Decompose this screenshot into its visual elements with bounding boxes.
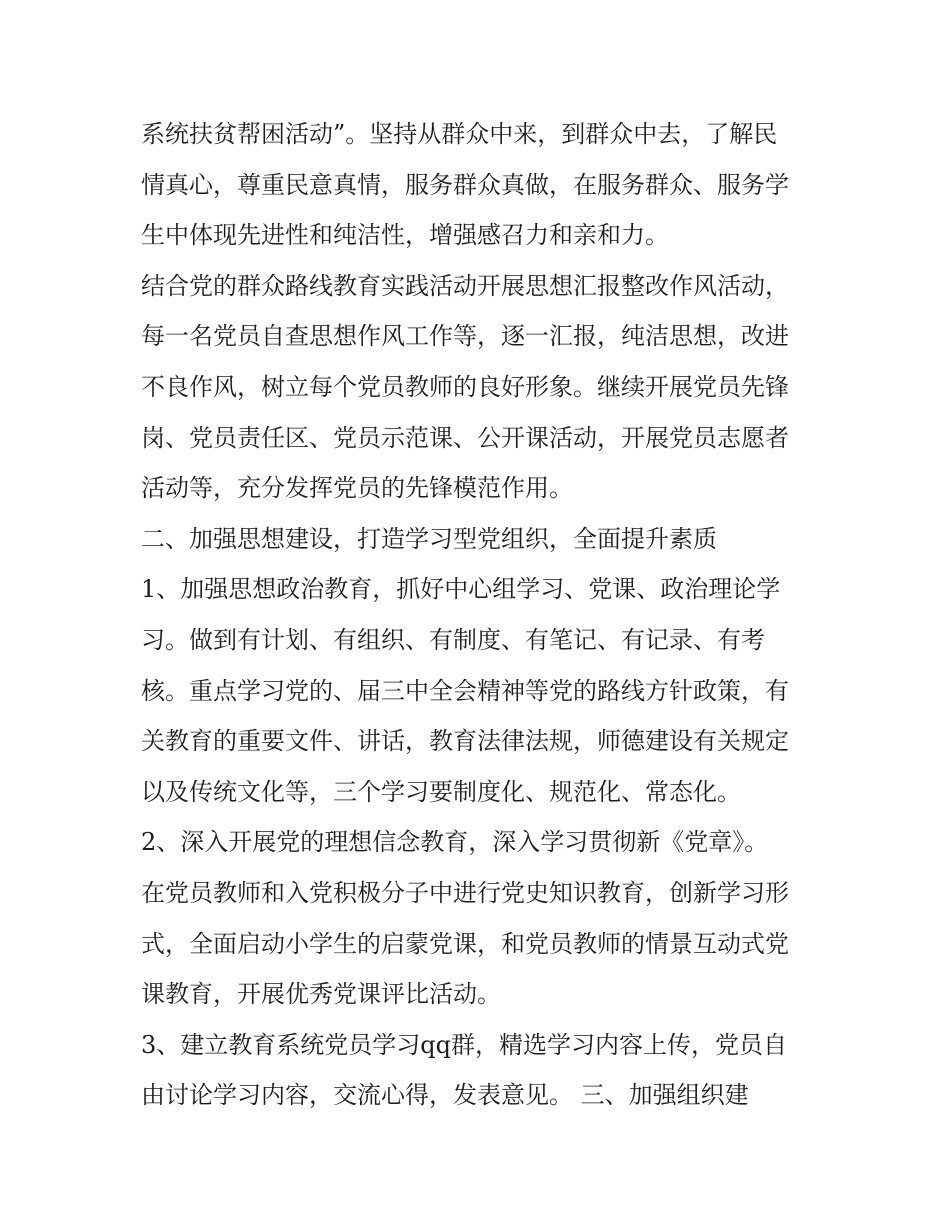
text-line: 以及传统文化等，三个学习要制度化、规范化、常态化。: [141, 777, 741, 806]
text-line: 1、加强思想政治教育，抓好中心组学习、党课、政治理论学: [141, 575, 781, 604]
text-line: 课教育，开展优秀党课评比活动。: [141, 980, 501, 1009]
text-line: 系统扶贫帮困活动”。坚持从群众中来，到群众中去，了解民: [141, 120, 778, 148]
text-line: 结合党的群众路线教育实践活动开展思想汇报整改作风活动，: [141, 271, 789, 300]
text-line: 在党员教师和入党积极分子中进行党史知识教育，创新学习形: [141, 878, 789, 907]
text-line: 2、深入开展党的理想信念教育，深入学习贯彻新《党章》。: [141, 828, 769, 857]
text-line: 每一名党员自查思想作风工作等，逐一汇报，纯洁思想，改进: [141, 322, 789, 351]
section-heading: 二、加强思想建设，打造学习型党组织，全面提升素质: [141, 524, 717, 553]
text-line: 关教育的重要文件、讲话，教育法律法规，师德建设有关规定: [141, 727, 789, 756]
document-body: [141, 109, 821, 1121]
text-line: 岗、党员责任区、党员示范课、公开课活动，开展党员志愿者: [141, 423, 789, 452]
text-line: 3、建立教育系统党员学习qq群，精选学习内容上传，党员自: [141, 1030, 787, 1059]
text-line: 活动等，充分发挥党员的先锋模范作用。: [141, 474, 573, 503]
text-line: 式，全面启动小学生的启蒙党课，和党员教师的情景互动式党: [141, 929, 789, 958]
text-line: 生中体现先进性和纯洁性，增强感召力和亲和力。: [141, 221, 669, 250]
text-line: 习。做到有计划、有组织、有制度、有笔记、有记录、有考: [141, 625, 765, 654]
text-line: 情真心，尊重民意真情，服务群众真做，在服务群众、服务学: [141, 170, 789, 199]
text-line: 由讨论学习内容，交流心得，发表意见。 三、加强组织建: [141, 1081, 749, 1110]
text-line: 不良作风，树立每个党员教师的良好形象。继续开展党员先锋: [141, 372, 789, 401]
text-line: 核。重点学习党的、届三中全会精神等党的路线方针政策，有: [141, 676, 789, 705]
